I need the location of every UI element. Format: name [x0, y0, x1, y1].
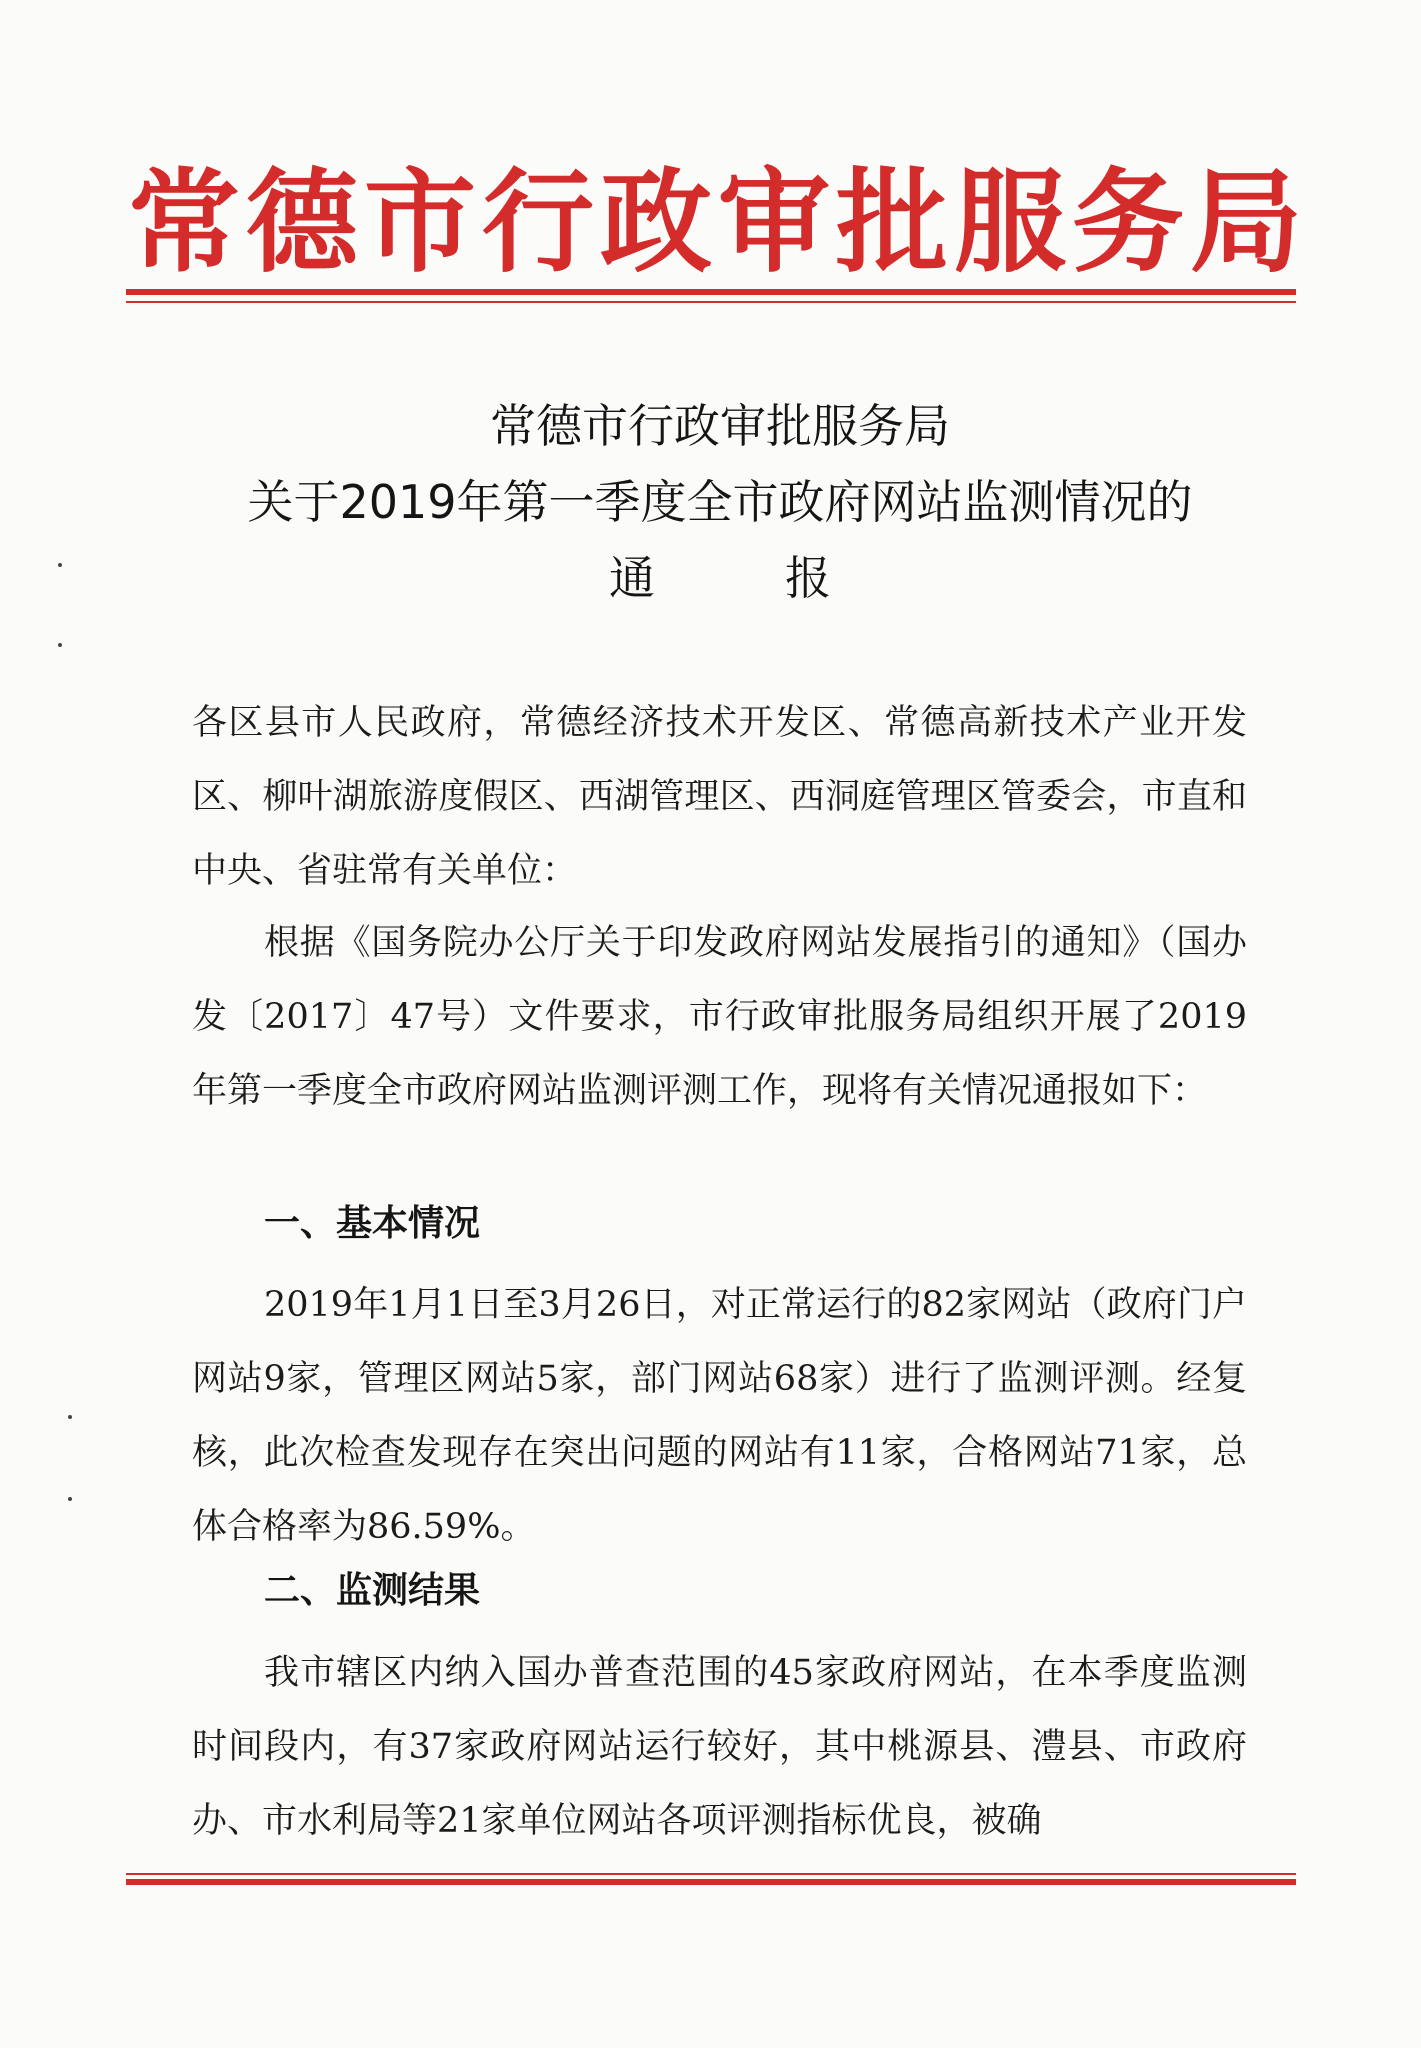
footer-red-rule-thick: [126, 1879, 1296, 1885]
section-2-paragraph: 我市辖区内纳入国办普查范围的45家政府网站，在本季度监测时间段内，有37家政府网站运行较好，其中桃源县、澧县、市政府办、市水利局等21家单位网站各项评测指标优良，被确: [192, 1653, 1247, 1841]
addressee-paragraph: 各区县市人民政府，常德经济技术开发区、常德高新技术产业开发区、柳叶湖旅游度假区、西湖管理区、西洞庭管理区管委会，市直和中央、省驻常有关单位：: [192, 703, 1247, 891]
section-1-paragraph: 2019年1月1日至3月26日，对正常运行的82家网站（政府门户网站9家，管理区网站5家，部门网站68家）进行了监测评测。经复核，此次检查发现存在突出问题的网站有11家，合格网站71家，总体合格率为86.59%。: [192, 1285, 1247, 1547]
section-1-heading: 一、基本情况: [264, 1203, 481, 1244]
document-title-line-3: 通报: [609, 551, 961, 605]
intro-paragraph: 根据《国务院办公厅关于印发政府网站发展指引的通知》（国办发〔2017〕47号）文件要求，市行政审批服务局组织开展了2019年第一季度全市政府网站监测评测工作，现将有关情况通报如下：: [192, 923, 1247, 1111]
binding-hole-mark: [58, 643, 62, 647]
letterhead-red-rule-thin: [126, 301, 1296, 303]
binding-hole-mark: [68, 1415, 72, 1419]
binding-hole-mark: [58, 563, 62, 567]
document-title-line-2: 关于2019年第一季度全市政府网站监测情况的: [247, 475, 1193, 529]
letterhead-red-rule-thick: [126, 289, 1296, 295]
binding-hole-mark: [68, 1497, 72, 1501]
document-title-line-1: 常德市行政审批服务局: [490, 399, 950, 453]
letterhead-org-name: 常德市行政审批服务局: [128, 157, 1308, 288]
footer-red-rule-thin: [126, 1873, 1296, 1875]
section-2-heading: 二、监测结果: [264, 1570, 481, 1611]
